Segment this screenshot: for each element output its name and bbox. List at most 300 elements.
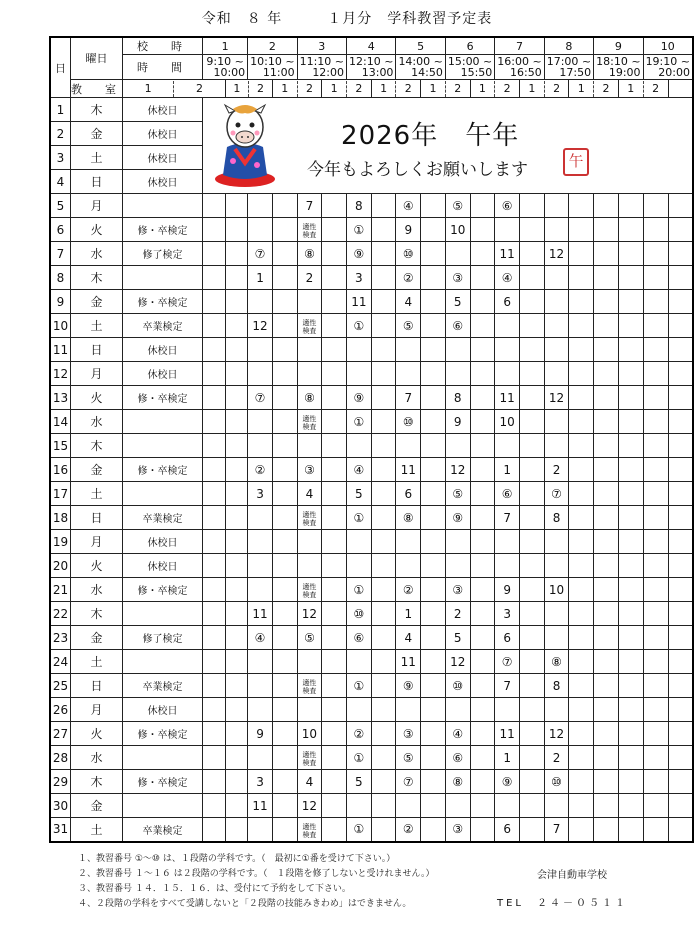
- period-time: [544, 55, 593, 80]
- schedule-table: [49, 36, 694, 843]
- lesson-slot: [643, 506, 668, 530]
- day-number: 26: [50, 698, 70, 722]
- lesson-slot: [272, 386, 297, 410]
- lesson-slot: [445, 794, 470, 818]
- lesson-slot: ⑨: [347, 386, 372, 410]
- lesson-slot: [225, 290, 248, 314]
- lesson-slot: [421, 602, 446, 626]
- weekday: 日: [70, 506, 122, 530]
- period-time: [203, 55, 248, 80]
- room-number: 2: [404, 81, 412, 95]
- lesson-slot: [569, 698, 594, 722]
- lesson-slot: [322, 410, 347, 434]
- lesson-slot: [248, 410, 273, 434]
- day-row: [50, 770, 693, 794]
- lesson-slot: [272, 194, 297, 218]
- lesson-slot: [470, 362, 495, 386]
- lesson-slot: ①: [347, 578, 372, 602]
- header-room-label: 教 室: [70, 80, 122, 98]
- lesson-slot: 12: [544, 242, 569, 266]
- lesson-slot: [618, 506, 643, 530]
- lesson-slot: [495, 554, 520, 578]
- lesson-slot: ⑦: [544, 482, 569, 506]
- lesson-slot: [445, 434, 470, 458]
- lesson-slot: [445, 242, 470, 266]
- lesson-slot: [396, 794, 421, 818]
- lesson-slot: [421, 386, 446, 410]
- lesson-slot: [445, 530, 470, 554]
- day-row: [50, 578, 693, 602]
- lesson-slot: [225, 554, 248, 578]
- lesson-slot: [225, 530, 248, 554]
- day-note: 休校日: [122, 362, 202, 386]
- lesson-slot: ⑦: [495, 650, 520, 674]
- lesson-slot: [544, 194, 569, 218]
- lesson-slot: [421, 314, 446, 338]
- lesson-slot: [396, 362, 421, 386]
- lesson-slot: 8: [544, 674, 569, 698]
- lesson-slot: ⑥: [445, 314, 470, 338]
- day-number: 11: [50, 338, 70, 362]
- lesson-slot: [445, 554, 470, 578]
- lesson-slot: [322, 818, 347, 842]
- weekday: 金: [70, 626, 122, 650]
- lesson-slot: [203, 698, 226, 722]
- lesson-slot: ⑤: [396, 314, 421, 338]
- day-number: 18: [50, 506, 70, 530]
- lesson-slot: 11: [495, 242, 520, 266]
- lesson-slot: 11: [495, 722, 520, 746]
- time-start: 12:10 ~: [349, 55, 394, 68]
- day-note: 卒業検定: [122, 818, 202, 842]
- lesson-slot: [396, 530, 421, 554]
- lesson-slot: [569, 218, 594, 242]
- lesson-slot: 11: [396, 458, 421, 482]
- lesson-slot: [618, 410, 643, 434]
- lesson-slot: [272, 482, 297, 506]
- room-number: 1: [123, 81, 174, 97]
- lesson-slot: [569, 746, 594, 770]
- lesson-slot: [371, 746, 396, 770]
- lesson-slot: [272, 818, 297, 842]
- time-start: 11:10 ~: [299, 55, 345, 68]
- lesson-slot: [470, 266, 495, 290]
- room-number: 1: [520, 81, 545, 97]
- lesson-slot: [371, 626, 396, 650]
- lesson-slot: [421, 794, 446, 818]
- aptitude-test-label: 適性 検査: [302, 583, 317, 599]
- lesson-slot: [495, 530, 520, 554]
- room-pair: [272, 80, 321, 98]
- lesson-slot: [594, 290, 619, 314]
- day-note: 休校日: [122, 698, 202, 722]
- lesson-slot: [544, 314, 569, 338]
- lesson-slot: 10: [297, 722, 322, 746]
- note-line: １、教習番号 ①～⑩ は、１段階の学科です。（ 最初に①番を受けて下さい。）: [78, 854, 396, 864]
- lesson-slot: [519, 338, 544, 362]
- lesson-slot: 11: [347, 290, 372, 314]
- lesson-slot: [594, 434, 619, 458]
- lesson-slot: [470, 722, 495, 746]
- lesson-slot: [322, 554, 347, 578]
- lesson-slot: [248, 554, 273, 578]
- lesson-slot: [347, 650, 372, 674]
- lesson-slot: ③: [445, 818, 470, 842]
- notes: [78, 852, 435, 912]
- lesson-slot: [322, 386, 347, 410]
- day-note: 卒業検定: [122, 674, 202, 698]
- lesson-slot: [421, 770, 446, 794]
- lesson-slot: [643, 434, 668, 458]
- lesson-slot: [225, 650, 248, 674]
- time-end: 11:00: [262, 66, 295, 79]
- lesson-slot: [544, 434, 569, 458]
- lesson-slot: 10: [544, 578, 569, 602]
- lesson-slot: [495, 794, 520, 818]
- weekday: 火: [70, 722, 122, 746]
- lesson-slot: [643, 242, 668, 266]
- day-number: 3: [50, 146, 70, 170]
- lesson-slot: [421, 506, 446, 530]
- lesson-slot: ④: [396, 194, 421, 218]
- day-number: 14: [50, 410, 70, 434]
- lesson-slot: [668, 266, 693, 290]
- period-time: [248, 55, 297, 80]
- lesson-slot: [594, 698, 619, 722]
- lesson-slot: [594, 482, 619, 506]
- lesson-slot: [322, 458, 347, 482]
- lesson-slot: [371, 362, 396, 386]
- lesson-slot: [519, 386, 544, 410]
- lesson-slot: [519, 314, 544, 338]
- room-number: 2: [553, 81, 561, 95]
- lesson-slot: [519, 362, 544, 386]
- lesson-slot: [347, 434, 372, 458]
- lesson-slot: [347, 794, 372, 818]
- lesson-slot: [470, 674, 495, 698]
- page-title: 令和 ８ 年 １月分 学科教習予定表: [201, 11, 493, 27]
- lesson-slot: [618, 362, 643, 386]
- lesson-slot: [371, 506, 396, 530]
- lesson-slot: [668, 242, 693, 266]
- lesson-slot: [519, 506, 544, 530]
- day-row: [50, 746, 693, 770]
- day-row: [50, 194, 693, 218]
- time-end: 12:00: [312, 66, 345, 79]
- lesson-slot: [544, 602, 569, 626]
- day-row: [50, 410, 693, 434]
- day-note: 修・卒検定: [122, 458, 202, 482]
- day-row: [50, 434, 693, 458]
- lesson-slot: [519, 194, 544, 218]
- day-row: [50, 602, 693, 626]
- lesson-slot: [203, 194, 226, 218]
- lesson-slot: [643, 194, 668, 218]
- lesson-slot: ③: [396, 722, 421, 746]
- day-number: 17: [50, 482, 70, 506]
- lesson-slot: [519, 794, 544, 818]
- period-number: 1: [203, 37, 248, 55]
- lesson-slot: [618, 458, 643, 482]
- lesson-slot: [203, 266, 226, 290]
- day-number: 25: [50, 674, 70, 698]
- header-period-label: 校 時: [122, 37, 202, 55]
- period-number: 4: [347, 37, 396, 55]
- lesson-slot: [470, 338, 495, 362]
- lesson-slot: 12: [544, 722, 569, 746]
- day-number: 4: [50, 170, 70, 194]
- lesson-slot: 2: [445, 602, 470, 626]
- lesson-slot: [322, 626, 347, 650]
- lesson-slot: [322, 650, 347, 674]
- banner-greeting: 今年もよろしくお願いします: [307, 159, 529, 180]
- lesson-slot: [225, 434, 248, 458]
- lesson-slot: 12: [297, 794, 322, 818]
- lesson-slot: [618, 746, 643, 770]
- lesson-slot: ⑦: [248, 386, 273, 410]
- lesson-slot: [569, 650, 594, 674]
- day-row: [50, 650, 693, 674]
- lesson-slot: [470, 410, 495, 434]
- room-number: 2: [195, 81, 203, 95]
- lesson-slot: [371, 794, 396, 818]
- lesson-slot: [421, 434, 446, 458]
- lesson-slot: [371, 266, 396, 290]
- weekday: 日: [70, 338, 122, 362]
- lesson-slot: [371, 338, 396, 362]
- lesson-slot: 1: [495, 458, 520, 482]
- room-pair: [470, 80, 519, 98]
- lesson-slot: [445, 698, 470, 722]
- lesson-slot: [322, 338, 347, 362]
- day-row: [50, 314, 693, 338]
- lesson-slot: ⑨: [396, 674, 421, 698]
- lesson-slot: ⑧: [297, 242, 322, 266]
- weekday: 水: [70, 746, 122, 770]
- time-start: 14:00 ~: [398, 55, 443, 68]
- lesson-slot: [569, 770, 594, 794]
- lesson-slot: [272, 266, 297, 290]
- time-end: 20:00: [658, 66, 690, 79]
- lesson-slot: [618, 530, 643, 554]
- lesson-slot: [618, 338, 643, 362]
- lesson-slot: 6: [396, 482, 421, 506]
- lesson-slot: [544, 338, 569, 362]
- lesson-slot: [470, 626, 495, 650]
- room-pair: [421, 80, 470, 98]
- lesson-slot: [470, 746, 495, 770]
- lesson-slot: [297, 410, 322, 434]
- weekday: 月: [70, 530, 122, 554]
- room-number: 2: [355, 81, 363, 95]
- day-row: [50, 698, 693, 722]
- day-number: 29: [50, 770, 70, 794]
- lesson-slot: [569, 290, 594, 314]
- room-number: 1: [372, 81, 397, 97]
- lesson-slot: [225, 506, 248, 530]
- lesson-slot: [594, 746, 619, 770]
- lesson-slot: [445, 338, 470, 362]
- lesson-slot: [371, 674, 396, 698]
- schedule-table-wrap: [49, 36, 694, 843]
- lesson-slot: [272, 458, 297, 482]
- lesson-slot: [470, 794, 495, 818]
- day-number: 16: [50, 458, 70, 482]
- lesson-slot: [225, 362, 248, 386]
- lesson-slot: [421, 458, 446, 482]
- lesson-slot: [569, 674, 594, 698]
- lesson-slot: [272, 770, 297, 794]
- lesson-slot: [594, 602, 619, 626]
- weekday: 木: [70, 434, 122, 458]
- time-start: 10:10 ~: [250, 55, 295, 68]
- lesson-slot: [322, 746, 347, 770]
- lesson-slot: [544, 554, 569, 578]
- lesson-slot: [668, 434, 693, 458]
- room-number: 2: [454, 81, 462, 95]
- lesson-slot: [371, 722, 396, 746]
- lesson-slot: ⑨: [445, 506, 470, 530]
- lesson-slot: [618, 722, 643, 746]
- period-number: 3: [297, 37, 346, 55]
- lesson-slot: [569, 434, 594, 458]
- lesson-slot: [668, 386, 693, 410]
- lesson-slot: [643, 362, 668, 386]
- lesson-slot: [470, 386, 495, 410]
- lesson-slot: 11: [495, 386, 520, 410]
- lesson-slot: [421, 650, 446, 674]
- room-pair: [225, 80, 272, 98]
- day-row: [50, 818, 693, 842]
- lesson-slot: [203, 770, 226, 794]
- lesson-slot: 9: [396, 218, 421, 242]
- day-row: [50, 506, 693, 530]
- lesson-slot: ③: [445, 578, 470, 602]
- lesson-slot: [618, 194, 643, 218]
- weekday: 土: [70, 482, 122, 506]
- day-note: 修・卒検定: [122, 218, 202, 242]
- lesson-slot: [322, 578, 347, 602]
- day-note: 休校日: [122, 170, 202, 194]
- lesson-slot: [322, 242, 347, 266]
- lesson-slot: [519, 698, 544, 722]
- lesson-slot: 9: [248, 722, 273, 746]
- note-line: ４、２段階の学科をすべて受講しないと「２段階の技能みきわめ」はできません。: [78, 899, 412, 909]
- weekday: 金: [70, 122, 122, 146]
- day-row: [50, 386, 693, 410]
- lesson-slot: [668, 458, 693, 482]
- lesson-slot: [643, 722, 668, 746]
- lesson-slot: [643, 674, 668, 698]
- lesson-slot: [544, 530, 569, 554]
- lesson-slot: [618, 242, 643, 266]
- time-end: 10:00: [213, 66, 246, 79]
- lesson-slot: [618, 482, 643, 506]
- time-end: 13:00: [361, 66, 394, 79]
- lesson-slot: [594, 674, 619, 698]
- lesson-slot: 7: [544, 818, 569, 842]
- lesson-slot: [371, 650, 396, 674]
- day-note: 修了検定: [122, 626, 202, 650]
- lesson-slot: [569, 530, 594, 554]
- lesson-slot: ⑤: [445, 482, 470, 506]
- period-time: [445, 55, 494, 80]
- lesson-slot: [297, 314, 322, 338]
- lesson-slot: [618, 386, 643, 410]
- lesson-slot: 2: [544, 746, 569, 770]
- lesson-slot: [272, 218, 297, 242]
- day-note: 修・卒検定: [122, 722, 202, 746]
- lesson-slot: 12: [544, 386, 569, 410]
- lesson-slot: ④: [347, 458, 372, 482]
- lesson-slot: [272, 554, 297, 578]
- weekday: 土: [70, 650, 122, 674]
- lesson-slot: [225, 602, 248, 626]
- room-pair: [322, 80, 371, 98]
- lesson-slot: [272, 698, 297, 722]
- day-note: 修了検定: [122, 242, 202, 266]
- lesson-slot: [248, 530, 273, 554]
- day-number: 7: [50, 242, 70, 266]
- lesson-slot: [668, 362, 693, 386]
- lesson-slot: [668, 482, 693, 506]
- lesson-slot: 11: [248, 602, 273, 626]
- lesson-slot: [643, 386, 668, 410]
- lesson-slot: ⑥: [347, 626, 372, 650]
- lesson-slot: [643, 698, 668, 722]
- lesson-slot: [203, 818, 226, 842]
- lesson-slot: [643, 314, 668, 338]
- lesson-slot: [371, 770, 396, 794]
- lesson-slot: [347, 530, 372, 554]
- lesson-slot: [203, 626, 226, 650]
- day-number: 6: [50, 218, 70, 242]
- lesson-slot: [203, 242, 226, 266]
- day-number: 15: [50, 434, 70, 458]
- lesson-slot: 5: [347, 482, 372, 506]
- lesson-slot: [643, 458, 668, 482]
- period-number: 5: [396, 37, 445, 55]
- lesson-slot: 8: [347, 194, 372, 218]
- lesson-slot: [618, 698, 643, 722]
- lesson-slot: [519, 482, 544, 506]
- lesson-slot: [203, 218, 226, 242]
- lesson-slot: [668, 194, 693, 218]
- lesson-slot: [225, 578, 248, 602]
- lesson-slot: [322, 674, 347, 698]
- lesson-slot: [544, 698, 569, 722]
- lesson-slot: [643, 410, 668, 434]
- period-number: 9: [594, 37, 643, 55]
- lesson-slot: [225, 722, 248, 746]
- lesson-slot: [297, 338, 322, 362]
- lesson-slot: [643, 218, 668, 242]
- lesson-slot: [322, 698, 347, 722]
- day-note: 卒業検定: [122, 506, 202, 530]
- lesson-slot: [668, 506, 693, 530]
- lesson-slot: [594, 722, 619, 746]
- lesson-slot: [544, 290, 569, 314]
- lesson-slot: [618, 314, 643, 338]
- lesson-slot: ⑦: [396, 770, 421, 794]
- lesson-slot: [203, 386, 226, 410]
- lesson-slot: [643, 818, 668, 842]
- lesson-slot: [643, 554, 668, 578]
- lesson-slot: [421, 626, 446, 650]
- lesson-slot: [297, 746, 322, 770]
- lesson-slot: [322, 194, 347, 218]
- lesson-slot: [248, 746, 273, 770]
